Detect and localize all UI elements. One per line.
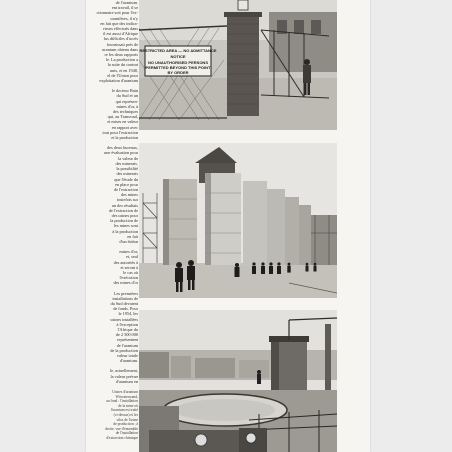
body-text-line: de l'extraction de (108, 207, 138, 213)
body-text-line: en fait (127, 233, 138, 239)
body-text-line: installations de (112, 295, 138, 301)
body-text-line: d'uranium en (115, 378, 138, 384)
body-text-line: et seront à (120, 264, 138, 270)
caption-line: de l'installation (115, 431, 138, 436)
body-text-line: un des résultats (111, 202, 138, 208)
caption-line: de la mine où (118, 403, 138, 408)
sign-line-3: NO UNAUTHORISED PERSONS (147, 60, 209, 65)
body-text-line: uranifères, il n'y (110, 15, 138, 21)
photo-caption (86, 390, 138, 441)
body-text-line: de l'extraction (113, 186, 138, 192)
body-text-line: exploitation d'uranium (99, 78, 138, 84)
body-text-line: la production de (110, 218, 138, 224)
body-text-line: des deux bureaux, (107, 145, 138, 151)
body-text-line: représentent (117, 337, 138, 343)
body-text-line: ctionnaire soit pour l'ex- (96, 10, 138, 16)
body-text-line: le docteur Bain (111, 88, 138, 94)
body-text-line: Les premières (113, 290, 138, 296)
body-text-line: d'un étalon (119, 238, 138, 244)
body-text-line: du Sud et un (116, 93, 138, 99)
body-text-line: ent travail, il se (111, 5, 138, 11)
body-text-line: usines installées (110, 316, 138, 322)
caption-line: Witwatersrand, (115, 394, 138, 399)
body-text-line: el de l'Union pour (107, 72, 138, 78)
body-text-line: le 1954, les (118, 311, 138, 317)
sign-line-5: BY ORDER (167, 70, 189, 75)
body-text-line: l'exécution (119, 275, 138, 281)
body-text-line: une évaluation pour (104, 150, 138, 156)
body-text-line: qui représen- (115, 98, 138, 104)
body-text-line: mines d'or, (119, 249, 138, 255)
body-text-line: et la production (111, 135, 138, 141)
body-text-line: à l'exception (116, 321, 138, 327)
body-text-line: en rapport avec (111, 124, 138, 130)
body-text-line: valeur totale (116, 353, 138, 358)
body-text-line: de la production (110, 347, 138, 353)
caption-line: l'uranium est traité (110, 408, 138, 413)
body-text-line: de 2 500 000 (115, 332, 138, 338)
body-text-line: en place pour (115, 181, 138, 187)
body-text-line: d'uranium. (119, 358, 138, 364)
body-text-line: unis, et en 1948, (109, 67, 138, 73)
body-text-line: la valeur de (118, 155, 138, 161)
body-text-line: qui, au Transvaal, (107, 114, 138, 120)
body-text-line: fournissait près de (106, 41, 138, 47)
body-text-line: lus difficiles d'accès (103, 36, 138, 42)
sign-line-1: RESTRICTED AREA — NO ADMITTANCE (139, 48, 217, 53)
body-text-line: la possibilité (116, 166, 138, 172)
caption-line: silos de l'usine (116, 417, 138, 422)
body-text-line: des minerais (116, 171, 138, 177)
body-text-line: les mines sont (113, 223, 138, 229)
body-text-line: des autorités à (113, 259, 138, 265)
body-text-line: des techniques (112, 109, 138, 115)
body-text-line: re les deux rapports (104, 52, 138, 58)
body-text-line: le, actuellement, (109, 368, 138, 374)
body-text-line: à la production (112, 228, 138, 234)
body-text-line: l'Afrique du (117, 326, 138, 332)
body-text-line: des minerais. (115, 160, 138, 166)
body-text-line: que l'étude du (114, 176, 138, 182)
body-text-line: de l'uranium (116, 342, 138, 348)
body-text-line: des mines (121, 192, 138, 198)
body-text-line: en fait que des indica- (100, 20, 138, 26)
body-text-line: des usines pour (111, 212, 138, 218)
sign-line-2: NOTICE (170, 54, 186, 59)
body-text-line: la valeur prévue (110, 373, 138, 379)
body-text-line: de fonds. Pour (113, 306, 138, 312)
plant-photo (139, 310, 337, 452)
sign-line-4: PERMITTED BEYOND THIS POINT (145, 65, 211, 70)
body-text-line: tout pour l'extraction (102, 129, 138, 135)
body-text-line: rieurs effectués dans (103, 26, 138, 32)
caption-line: de production ; à (113, 422, 138, 427)
body-text-line: de l'uranium. (115, 0, 138, 5)
silos-photo (139, 143, 337, 298)
caption-line: Usines d'uranium (112, 390, 138, 395)
body-text-line: et, seul (125, 254, 138, 260)
body-text-line: des mines d'or (113, 280, 138, 286)
body-text-line: mines d'or, à (116, 103, 138, 109)
body-text-column (86, 0, 138, 452)
caption-line: droite, vue d'ensemble (104, 426, 138, 431)
body-text-line: uranium obtenu dans (102, 46, 138, 52)
body-text-line: le cas où (123, 269, 138, 275)
body-text-line: il est aussi d'Afrique (103, 31, 138, 37)
body-text-line: la suite du contrat (107, 62, 138, 68)
caption-line: au fond : l'installation (106, 399, 138, 404)
body-text-line: le. La production a (105, 57, 138, 63)
caption-line: (ci-dessus) et les (113, 412, 138, 417)
gate-photo (139, 0, 337, 130)
caption-line: d'extraction chimique (106, 435, 138, 440)
body-text-line: toutefois sur (116, 197, 138, 203)
body-text-line: du Sud devaient (110, 300, 138, 306)
body-text-line: et mises en valeur (107, 119, 138, 125)
